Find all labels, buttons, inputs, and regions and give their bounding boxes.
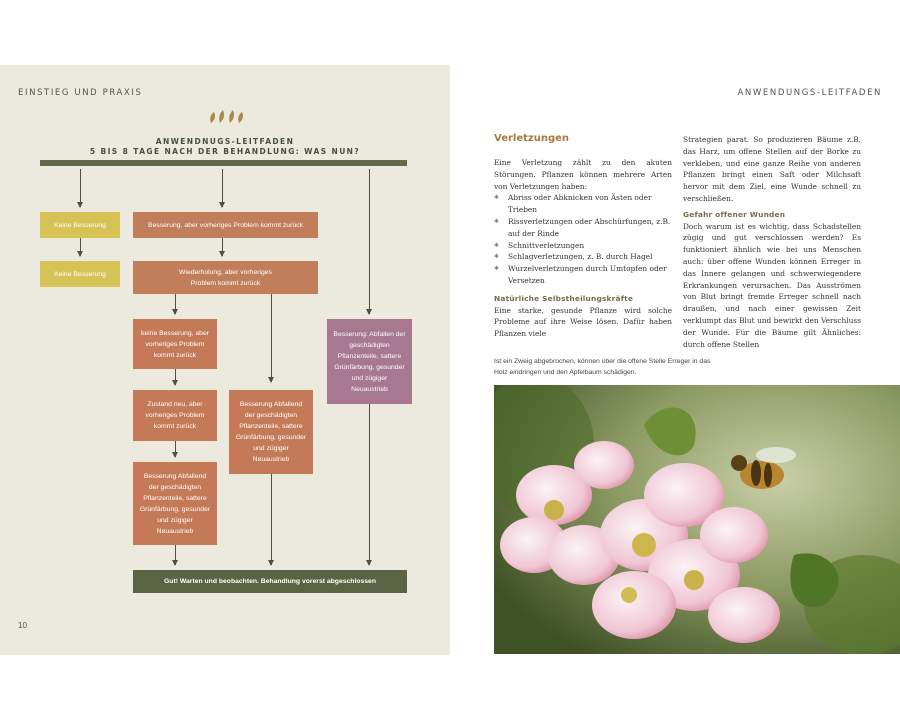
arrow [80,238,81,256]
subheading-selbstheilung: Natürliche Selbstheilungskräfte [494,293,634,303]
chart-title: ANWENDNUGS-LEITFADEN [155,137,295,146]
arrow [80,169,81,207]
list-item: ✱ Schlagverletzungen, z. B. durch Hagel [494,251,672,263]
box-keine-besserung-2: Keine Besserung [40,261,120,287]
paragraph: Doch warum ist es wichtig, dass Schadstellen zügig und gut verschlossen werden? Es funktioniert ähnlich wie bei uns Menschen auch: über offene Wunden können Erreger in das Innere gelangen und schwerwiegendere Erkrankungen verursachen. Das Ausströmen von Blut bringt fremde Erreger schnell nach draußen, und nach einer gewissen Zeit verklumpt das Blut und bewirkt den Verschluss der Wunde. Für die Bäume gilt Ähnliches: durch offene Stellen [683,221,861,349]
paragraph: Eine starke, gesunde Pflanze wird solche Probleme auf ihre Weise lösen. Dafür haben Pflanzen viele [494,305,672,339]
box-besserung-abfallend-left: Besserung Abfallend der geschädigten Pflanzenteile, sattere Grünfärbung, gesunder und zügiger Neuaustrieb [133,462,217,545]
arrow [271,294,272,382]
box-keine-besserung-1: Keine Besserung [40,212,120,238]
section-heading: Verletzungen [494,133,570,144]
box-besserung-abfallen-right: Besserung: Abfallen der geschädigten Pflanzenteile, sattere Grünfärbung, gesunder und zügiger Neuaustrieb [327,319,412,404]
arrow [369,169,370,314]
list-item: ✱ Wurzelverletzungen durch Umtopfen oder Versetzen [494,263,672,287]
text-column-2 [683,134,861,350]
paragraph: Strategien parat. So produzieren Bäume z.B. das Harz, um offene Stellen auf der Borke zu verkleben, und eine ganze Reihe von anderen Pflanzen bringt einen Saft oder Milchsaft hervor mit dem Ziel, eine Wunde schnell zu verschließen. [683,135,861,203]
apple-blossom-photo [494,385,900,654]
box-besserung-vorheriges-problem: Besserung, aber vorheriges Problem kommt zurück [133,212,318,238]
arrow [222,238,223,256]
list-item: ✱ Schnittverletzungen [494,240,672,252]
arrow [175,369,176,385]
arrow [175,545,176,565]
chart-subtitle: 5 BIS 8 TAGE NACH DER BEHANDLUNG: WAS NUN? [89,147,361,156]
arrow [175,441,176,457]
box-keine-besserung-aber: keine Besserung, aber vorheriges Problem kommt zurück [133,319,217,369]
running-head-right: ANWENDUNGS-LEITFADEN [737,88,882,98]
intro-paragraph: Eine Verletzung zählt zu den akuten Störungen. Pflanzen können mehrere Arten von Verletzungen haben: [494,158,672,191]
arrow [271,474,272,565]
box-besserung-abfallend-mid: Besserung Abfallend der geschädigten Pflanzenteile, sattere Grünfärbung, gesunder und zügiger Neuaustrieb [229,390,313,474]
list-item: ✱ Rissverletzungen oder Abschürfungen, z.B. auf der Rinde [494,216,672,240]
arrow [369,404,370,565]
arrow [222,169,223,207]
page-number: 10 [18,621,27,630]
subheading-gefahr: Gefahr offener Wunden [683,209,786,219]
arrow [175,294,176,314]
running-head-left: EINSTIEG UND PRAXIS [18,88,143,98]
box-zustand-neu: Zustand neu, aber vorheriges Problem kommt zurück [133,390,217,441]
leaves-ornament-icon [208,108,244,124]
box-wiederholung: Wiederholung, aber vorheriges Problem kommt zurück [133,261,318,294]
list-item: ✱ Abriss oder Abknicken von Ästen oder Trieben [494,192,672,216]
box-final-result: Gut! Warten und beobachten. Behandlung vorerst abgeschlossen [133,570,407,593]
photo-caption: Ist ein Zweig abgebrochen, können über die offene Stelle Erreger in das Holz eindringen und den Apfelbaum schädigen. [494,358,711,376]
text-column-1 [494,157,672,340]
chart-title-bar [40,160,407,166]
injury-list [494,192,672,286]
